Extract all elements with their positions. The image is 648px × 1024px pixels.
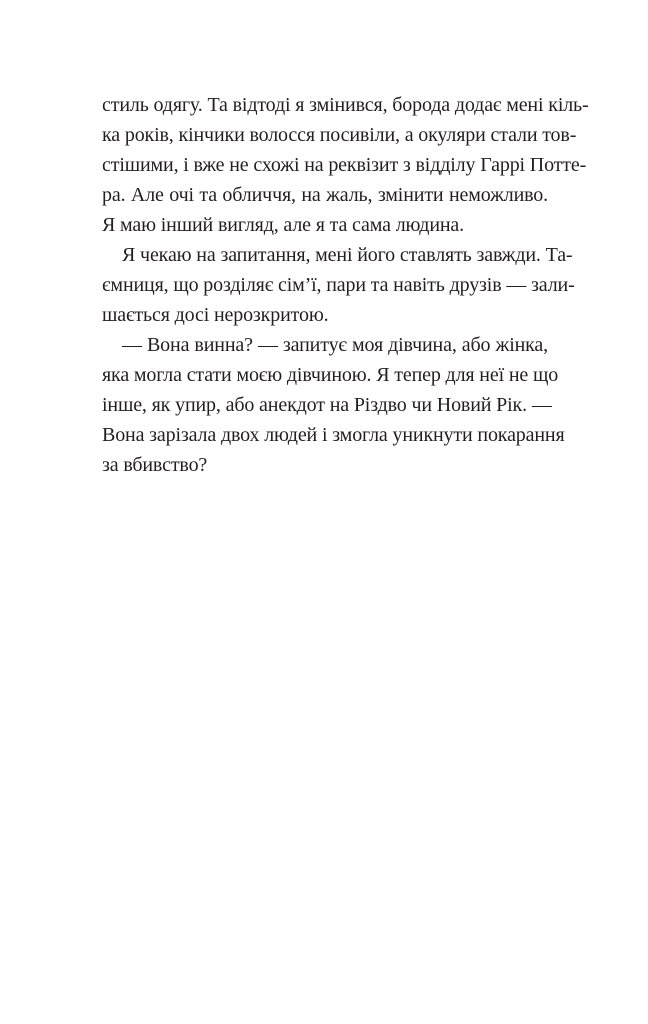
body-text [102, 90, 589, 480]
text-line: ка років, кінчики волосся посивіли, а окуляри стали тов- [102, 124, 577, 146]
text-line: стішими, і вже не схожі на реквізит з відділу Гаррі Поттe- [102, 154, 587, 176]
text-line: Я маю інший вигляд, але я та сама людина. [102, 214, 465, 236]
text-line: ємниця, що розділяє сім’ї, пари та навіть друзів — зали- [102, 274, 575, 296]
text-line: Вона зарізала двох людей і змогла уникнути покарання [102, 424, 565, 446]
text-line: шається досі нерозкритою. [102, 304, 329, 326]
text-line: інше, як упир, або анекдот на Різдво чи Новий Рік. — [102, 394, 552, 416]
text-line: яка могла стати моєю дівчиною. Я тепер для неї не що [102, 364, 559, 386]
text-line: Я чекаю на запитання, мені його ставлять завжди. Та- [122, 244, 573, 266]
text-line: за вбивство? [102, 454, 208, 476]
text-line: — Вона винна? — запитує моя дівчина, або жінка, [122, 334, 548, 356]
text-line: ра. Але очі та обличчя, на жаль, змінити неможливо. [102, 184, 548, 206]
text-line: стиль одягу. Та відтоді я змінився, борода додає мені кіль- [102, 94, 589, 116]
